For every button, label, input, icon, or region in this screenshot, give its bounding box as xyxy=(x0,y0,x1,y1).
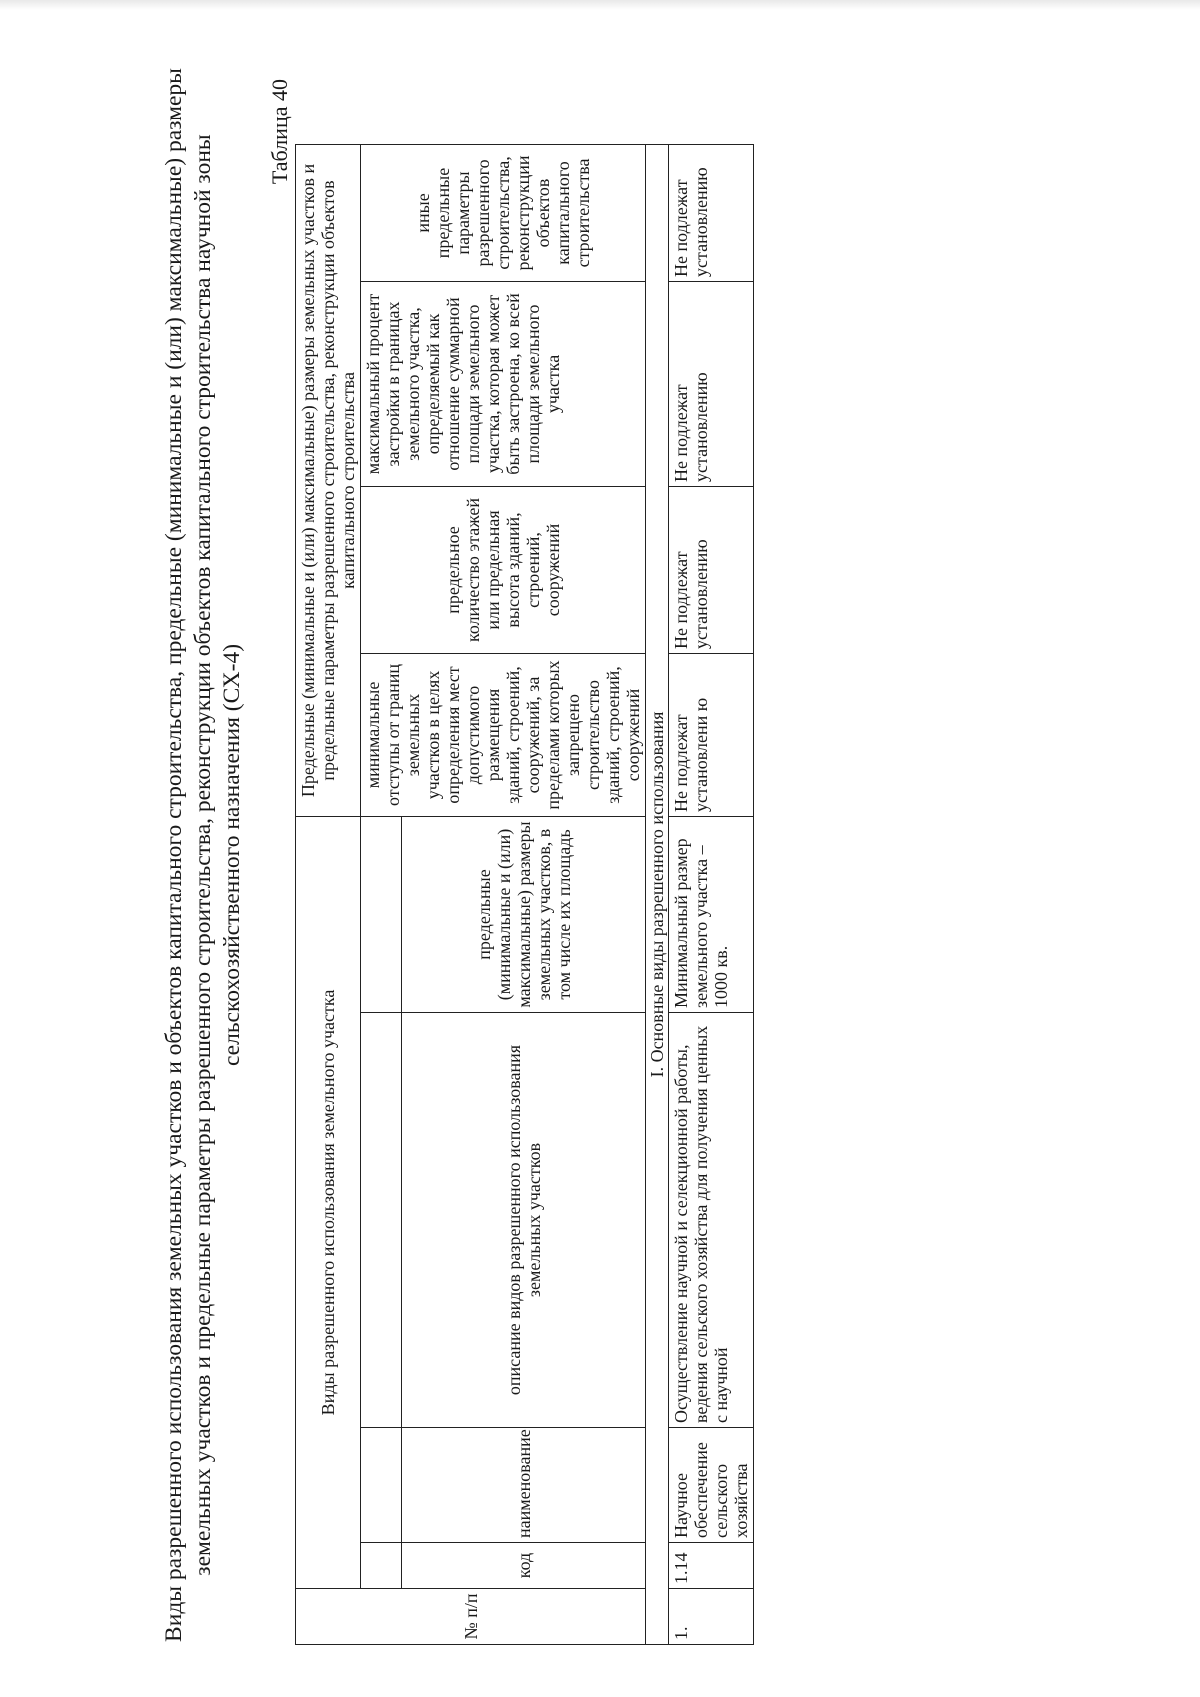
header-name-top xyxy=(361,1428,402,1543)
zoning-table xyxy=(295,144,754,1645)
header-code: код xyxy=(402,1543,646,1589)
header-code-top xyxy=(361,1543,402,1589)
cell-floors: Не подлежат установлению xyxy=(669,486,754,653)
section-main-uses: I. Основные виды разрешенного использования xyxy=(646,144,669,1644)
header-other: иные предельные параметры разрешенного строительства, реконструкции объектов капитального строительства xyxy=(361,144,646,281)
cell-other: Не подлежат установлению xyxy=(669,144,754,281)
header-description-top xyxy=(361,1013,402,1428)
header-num: № п/п xyxy=(296,1589,646,1645)
cell-sizes: Минимальный размер земельного участка – 1000 кв. xyxy=(669,816,754,1012)
header-row-group xyxy=(296,144,361,1644)
section-row xyxy=(646,144,669,1644)
header-row-spacer xyxy=(361,144,402,1644)
header-description: описание видов разрешенного использования земельных участков xyxy=(402,1013,646,1428)
table-row xyxy=(669,144,754,1644)
header-group-params: Предельные (минимальные и (или) максимальные) размеры земельных участков и предельные параметры разрешенного строительства, реконструкции объектов капитального строительства xyxy=(296,144,361,816)
rotated-page-content xyxy=(160,65,1160,1645)
header-floors: предельное количество этажей или предельная высота зданий, строений, сооружений xyxy=(361,486,646,653)
header-sizes-top xyxy=(361,816,402,1012)
cell-num: 1. xyxy=(669,1589,754,1645)
header-sizes: предельные (минимальные и (или) максимальные) размеры земельных участков, в том числе их площадь xyxy=(402,816,646,1012)
cell-name: Научное обеспечение сельского хозяйства xyxy=(669,1428,754,1543)
header-group-uses: Виды разрешенного использования земельного участка xyxy=(296,816,361,1588)
scan-top-edge xyxy=(0,0,1200,10)
cell-coverage: Не подлежат установлению xyxy=(669,281,754,486)
document-title: Виды разрешенного использования земельных участков и объектов капитального строительства, предельные (минимальные и (или) максимальные) размеры земельных участков и предельные параметры разрешенного строительства, реконструкции объектов капитального строительства научной зоны сельскохозяйственного назначения (СХ-4) xyxy=(161,68,245,1642)
header-coverage: максимальный процент застройки в границах земельного участка, определяемый как отношение суммарной площади земельного участка, которая может быть застроена, ко всей площади земельного участка xyxy=(361,281,646,486)
header-setbacks: минимальные отступы от границ земельных участков в целях определения мест допустимого размещения зданий, строений, сооружений, за пределами которых запрещено строительство зданий, строений, сооружений xyxy=(361,653,646,816)
cell-setbacks: Не подлежат установлени ю xyxy=(669,653,754,816)
cell-description: Осуществление научной и селекционной работы, ведения сельского хозяйства для получения ценных с научной xyxy=(669,1013,754,1428)
header-name: наименование xyxy=(402,1428,646,1543)
cell-code: 1.14 xyxy=(669,1543,754,1589)
table-caption: Таблица 40 xyxy=(267,79,292,185)
